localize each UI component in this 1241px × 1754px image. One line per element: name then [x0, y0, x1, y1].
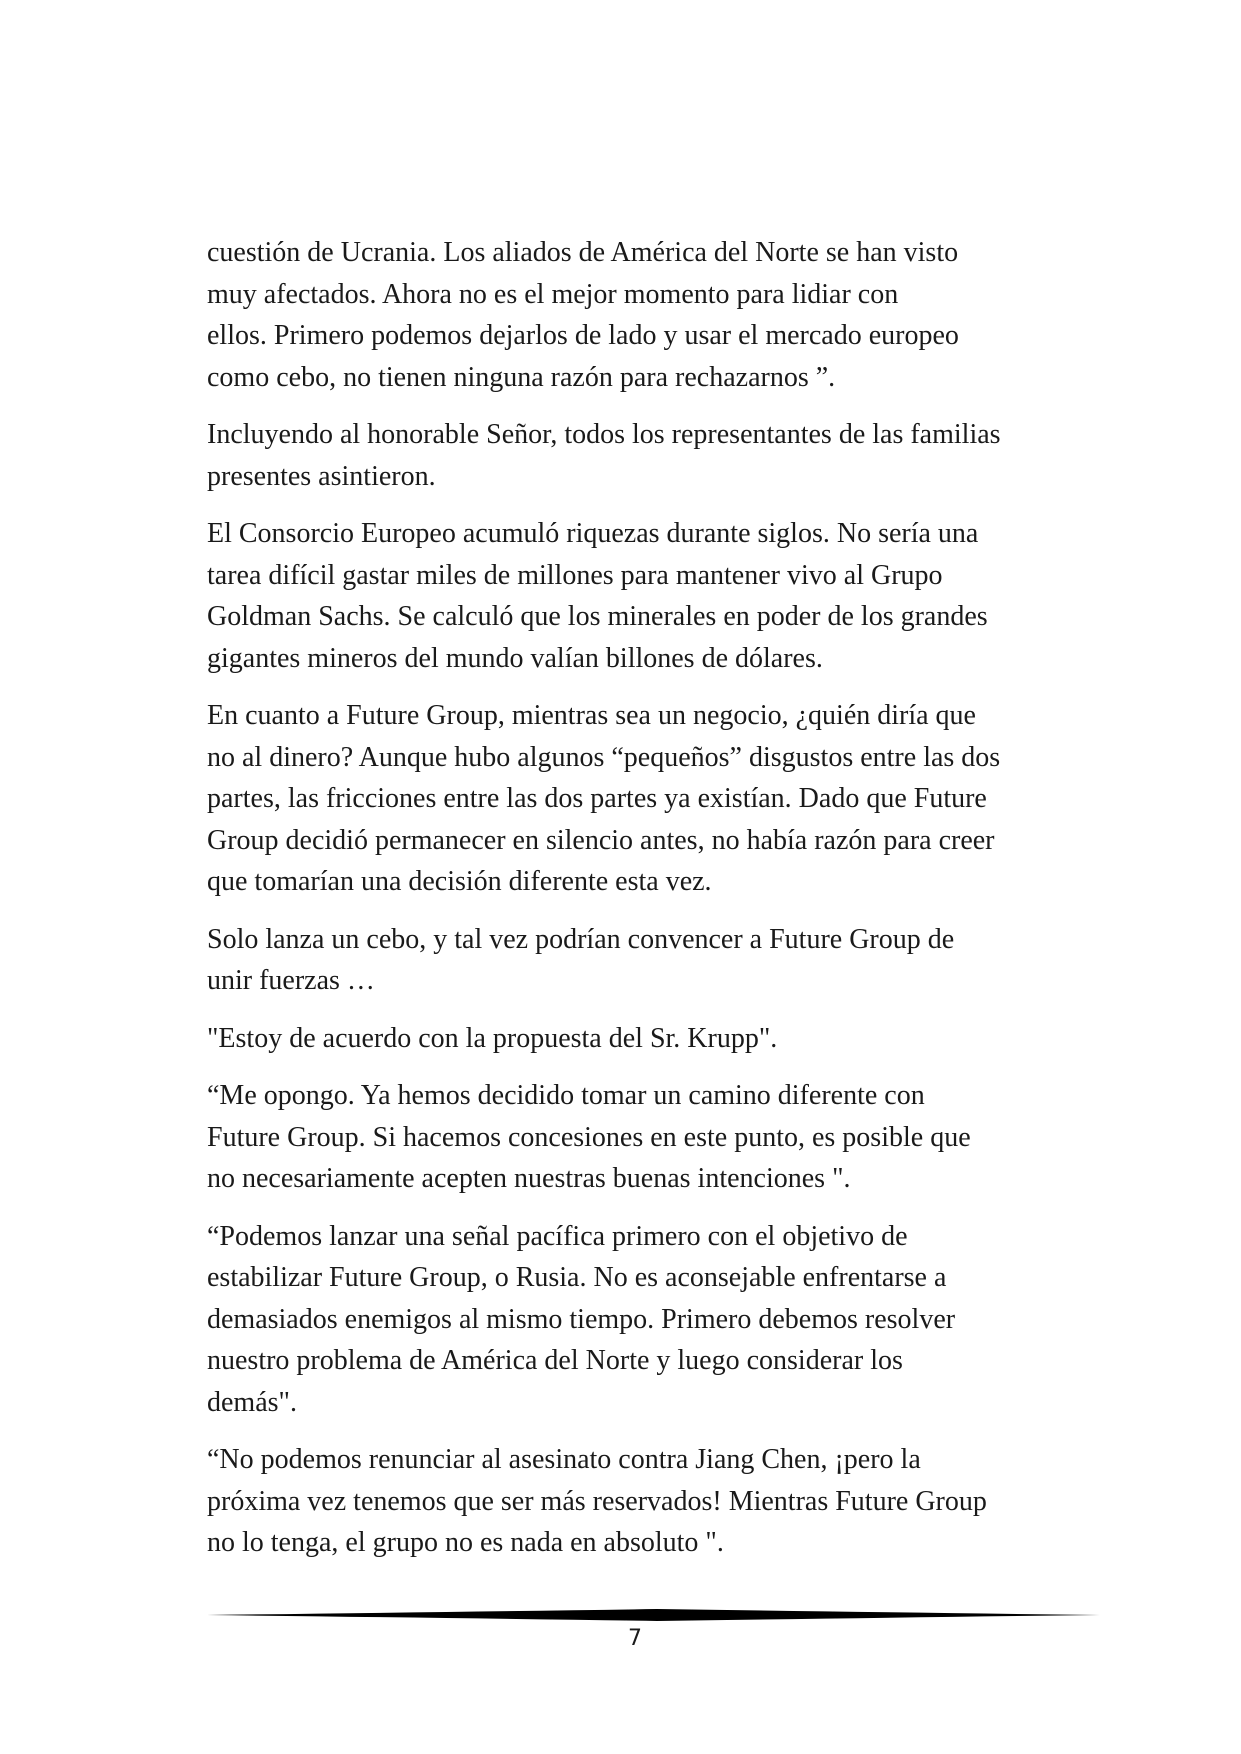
paragraph-3: El Consorcio Europeo acumuló riquezas durante siglos. No sería una tarea difícil gastar miles de millones para mantener vivo al Grupo Goldman Sachs. Se calculó que los minerales en poder de los grandes gigantes mineros del mundo valían billones de dólares. — [207, 518, 988, 674]
footer-divider — [207, 1608, 1100, 1622]
paragraph-1: cuestión de Ucrania. Los aliados de América del Norte se han visto muy afectados. Ahora no es el mejor momento para lidiar con ellos. Primero podemos dejarlos de lado y usar el mercado europeo como cebo, no tienen ninguna razón para rechazarnos ”. — [207, 237, 959, 393]
paragraph-5: Solo lanza un cebo, y tal vez podrían convencer a Future Group de unir fuerzas … — [207, 923, 955, 996]
paragraph-8: “Podemos lanzar una señal pacífica primero con el objetivo de estabilizar Future Group, o Rusia. No es aconsejable enfrentarse a demasiados enemigos al mismo tiempo. Primero debemos resolver nuestro problema de América del Norte y luego considerar los demás". — [207, 1220, 956, 1418]
paragraph-7: “Me opongo. Ya hemos decidido tomar un camino diferente con Future Group. Si hacemos concesiones en este punto, es posible que no necesariamente acepten nuestras buenas intenciones ". — [207, 1080, 971, 1194]
page-number: 7 — [628, 1626, 642, 1651]
paragraph-6: "Estoy de acuerdo con la propuesta del Sr. Krupp". — [207, 1022, 778, 1054]
paragraph-9: “No podemos renunciar al asesinato contra Jiang Chen, ¡pero la próxima vez tenemos que ser más reservados! Mientras Future Group no lo tenga, el grupo no es nada en absoluto ". — [207, 1444, 987, 1558]
paragraph-2: Incluyendo al honorable Señor, todos los representantes de las familias presentes asintieron. — [207, 419, 1001, 492]
body-text — [207, 232, 1087, 1580]
paragraph-4: En cuanto a Future Group, mientras sea un negocio, ¿quién diría que no al dinero? Aunque hubo algunos “pequeños” disgustos entre las dos partes, las fricciones entre las dos partes ya existían. Dado que Future Group decidió permanecer en silencio antes, no había razón para creer que tomarían una decisión diferente esta vez. — [207, 700, 1001, 897]
